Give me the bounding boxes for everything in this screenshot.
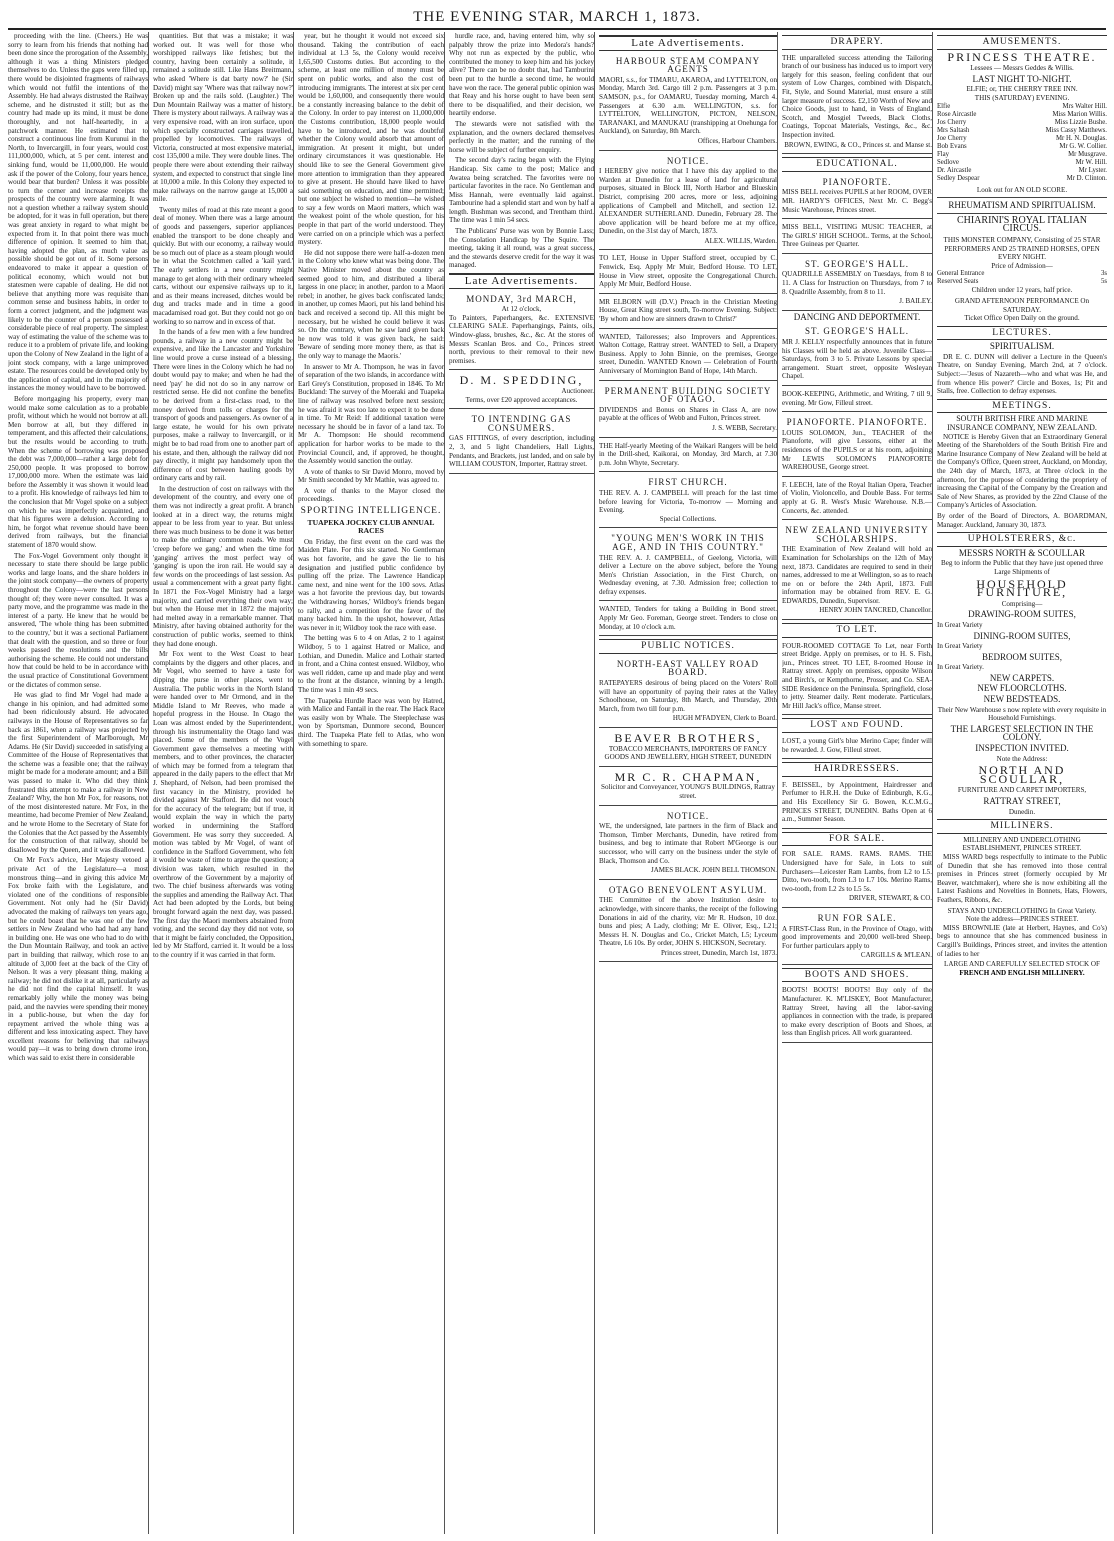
ad-block [782, 640, 932, 716]
ad-signature: Princes street, Dunedin, March 1st, 1873. [660, 948, 777, 957]
ad-title: ST. GEORGE'S HALL. [805, 258, 909, 269]
dunedin-text: Dunedin. [1008, 807, 1036, 816]
cast-row [937, 127, 1107, 135]
ad-body: I HEREBY give notice that I have this day applied to the Warden at Dunedin for a lease of land for agricultural purposes, situated in Block III, North Harbor and Blueskin District, comprising 200 acres, more or less, adjoining applications of Campbell and Mitchell, and section 12. ALEXANDER SUTHERLAND. Dunedin, February 28. The above application will be heard before me at my office, Dunedin, on the 31st day of March, 1873. [599, 167, 777, 236]
article-paragraph: A vote of thanks to Sir David Monro, moved by Mr Smith seconded by Mr Mathie, was agreed to. [298, 467, 444, 485]
article-paragraph: He was glad to find Mr Vogel had made a change in his opinion, and had admitted some had been ridiculously absurd. He advocated railways in the House of Representatives so far back as 1861, when a railway was projected by the first Superintendent of Marlborough, Mr Adams. He (Sir David) succeeded in satisfying a Committee of the House of Representatives that the scheme was a feasible one; that the railway might be made for a moderate amount; and a Bill was passed to make it. Who did they think frustrated this attempt to make a railway in New Zealand? Why, the hon Mr Fox, for reasons, not of the most disinterested nature. Mr Fox, in the meantime, had become Premier of New Zealand, and he wrote Home to the Secretary of State for the Colonies that the Act passed by the Assembly for the construction of that railway, should be disallowed by the Queen, and it was disallowed. [8, 691, 148, 854]
ad-block [599, 383, 777, 438]
ad-body: WE, the undersigned, late partners in the firm of Black and Thomson, Timber Merchants, Dunedin, have retired from business, and beg to intimate that Robert M'George is our successor, who will carry on the business under the style of Black, Thomson and Co. [599, 822, 777, 865]
cast-role: Mrs Saltash [937, 126, 970, 134]
late-advertisements-heading: Late Advertisements. [449, 273, 594, 289]
ward-body: MISS WARD begs respectfully to intimate to the Public of Dunedin that she has removed into those central premises in Princes street (formerly occupied by Mr Beaver, watchmaker), where she is now exhibiting all the Latest Fashions and Novelties in Bonnets, Hats, Flowers, Feathers, Ribbons, &c. [937, 852, 1107, 904]
ad-title: MR C. R. CHAPMAN, [614, 769, 762, 784]
circus-body: THIS MONSTER COMPANY, Consisting of 25 STAR PERFORMERS AND 25 TRAINED HORSES, OPEN EVERY NIGHT. [943, 235, 1101, 262]
ad-title: NORTH-EAST VALLEY ROAD BOARD. [616, 658, 760, 678]
cast-row [937, 167, 1107, 175]
cast-actor: Miss Marion Willis. [1052, 110, 1107, 118]
ad-title: DANCING AND DEPORTMENT. [793, 311, 921, 322]
stays-text: STAYS AND UNDERCLOTHING In Great Variety. [947, 906, 1097, 915]
ad-body: DIVIDENDS and Bonus on Shares in Class A, are now payable at the offices of Webb and Fulton, Princes street. [599, 405, 777, 423]
article-paragraph: The Fox-Vogel Government only thought it necessary to state there should be large public works and large loans, and the share holders in the joint stock company—the owners of property throughout the Colony—were the last persons thought of; they were never consulted. It was a party move, and the programme was made in the interest of a party. He knew that he would be answered, 'The whole thing has been submitted to the country,' but it was a sectional Parliament that dealt with the question, and so three or four weeks passed the resolutions and the bills authorising the scheme. He could not understand how that could be held to be in accordance with the usual practice of Constitutional Government or the dictates of common sense. [8, 551, 148, 689]
ad-body: FOR SALE. RAMS. RAMS. RAMS. THE Undersigned have for Sale, in Lots to suit Purchasers—Leicester Ram Lambs, from L2 to L5. Ditto, two-tooth, from L3 to L7 10s. Merino Rams, two-tooth, from L2 2s to L5 5s. [782, 850, 932, 893]
theatre-evening: THIS (SATURDAY) EVENING. [974, 93, 1070, 102]
ad-block [782, 52, 932, 155]
ad-signature: Special Collections. [659, 514, 717, 523]
ad-signature: DRIVER, STEWART, & CO. [848, 894, 932, 903]
ad-body: F. LEECH, late of the Royal Italian Opera, Teacher of Violin, Violoncello, and Double Bass. For terms apply at G. R. West's Music Warehouse. N.B.—Concerts, &c. attended. [782, 480, 932, 515]
cast-role: Sedlove [937, 158, 959, 166]
ad-block [782, 779, 932, 829]
meetings-heading: MEETINGS. [937, 399, 1107, 414]
variety-text: In Great Variety. [937, 663, 984, 672]
rattray-street: RATTRAY STREET, [983, 796, 1061, 806]
ad-title: ST. GEORGE'S HALL. [805, 326, 909, 337]
cast-actor: Miss Lizzie Bushe. [1054, 118, 1107, 126]
ad-body: MR J. KELLY respectfully announces that in future his Classes will be held as above. Juvenile Class—Saturdays, from 3 to 5. Private Lessons by special arrangement. Stuart street, opposite Wesleyan Chapel. [782, 338, 932, 381]
article-paragraph: The second day's racing began with the Flying Handicap. Six came to the post; Malice and Awatea being scratched. The favorites were no particular favorites in the race. No Gentleman and Miss Hannah, were eventually laid against. Tambourine had a splendid start and won by half a length. Bushman was second, and Trentham third. The time was 1 min 54 secs. [449, 156, 594, 225]
ad-title: "YOUNG MEN'S WORK IN THIS AGE, AND IN THIS COUNTRY." [611, 533, 765, 552]
article-paragraph: Twenty miles of road at this rate meant a good deal of money. When there was a large amount of goods and passengers, superior appliances enabled the transport to be done cheaply and quickly. But with our economy, a railway would be so much out of place as a steam plough would be in what the Scotchmen called a 'kail yard.' The early settlers in a new country might manage to get along with their ordinary wheeled carts, without our expensive railways up to it, and as their means increased, ditches would be dug and tracks made and in time a good macadamised road got. But they could not go on working to so narrow and in excess of that. [153, 205, 293, 326]
article-paragraph: hurdle race, and, having entered him, why so palpably throw the prize into Medora's hands? Why not run as expected by the public, who contributed the money to keep him and his jockey alive? There can be no doubt that, had Tamburini been put to the hurdle a second time, he would have won the race. The general public opinion was that Reay and his horse ought to have been sent there to be disqualified, and their decision, we heartily endorse. [449, 32, 594, 118]
ad-title: PIANOFORTE. [822, 176, 892, 187]
milliners-heading: MILLINERS. [937, 819, 1107, 834]
ad-body: To Painters, Paperhangers, &c. EXTENSIVE CLEARING SALE. Paperhangings, Paints, oils, Window-glass, brushes, &c., &c. At the stores of Messrs Scanlan Bros. and Co., Princes street north, previous to their removal to their new premises. [449, 313, 594, 365]
to-let-heading: TO LET. [782, 623, 932, 638]
ad-body: THE unparalleled success attending the Tailoring branch of our business has induced us to import very largely for this season, feeling confident that our system of Low Charges, combined with Dispatch, Fit, Style, and Sound Material, must ensure a still larger measure of success. £2,150 Worth of New and Choice Goods, just to hand, in Vests of England, Scotch, and Mosgiel Tweeds, Black Cloths, Coatings, Topcoat Materials, Vestings, &c., &c. Inspection invited. [782, 53, 932, 139]
ad-body: MR ELBORN will (D.V.) Preach in the Christian Meeting House, Great King street south, To-morrow Evening. Subject: 'By whom and how are sinners drawn to Christ?' [599, 297, 777, 324]
ad-body: BOOTS! BOOTS! BOOTS! Buy only of the Manufacturer. K. M'LISKEY, Boot Manufacturer, Rattray Street, having all the labor-saving appliances in connection with the trade, is prepared to make every description of Boots and Shoes, at less than English prices. All work guaranteed. [782, 986, 932, 1038]
ad-block [599, 53, 777, 151]
masthead [8, 6, 1106, 30]
cast-role: Dr. Aircastle [937, 166, 972, 174]
cast-role: Elfie [937, 102, 951, 110]
column-3 [298, 32, 445, 1534]
drapery-heading: DRAPERY. [782, 35, 932, 50]
sporting-heading: SPORTING INTELLIGENCE. [300, 506, 442, 517]
cast-row [937, 103, 1107, 111]
cast-row [937, 135, 1107, 143]
ad-body: MISS BELL receives PUPILS at her ROOM, OVER MR. HARDY'S OFFICES, Next Mr. C. Begg's Music Warehouse, Princes street. [782, 188, 932, 214]
column-1 [8, 32, 149, 1534]
cast-actor: Miss Cassy Matthews. [1045, 126, 1107, 134]
late-advertisements-heading: Late Advertisements. [599, 35, 777, 51]
ad-body: THE Committee of the above Institution desire to acknowledge, with sincere thanks, the receipt of the following Donations in aid of the charity, viz: Mr R. Hudson, 10 doz. buns and pies; A Lady, clothing; Mr E. Oliver, Esq., L21; Messrs H. N. Douglas and Co., Cricket Match, L5; Lyceum Theatre, L6 10s. By order, JOHN S. HICKSON, Secretary. [599, 896, 777, 948]
theatre-last-night: LAST NIGHT TO-NIGHT. [972, 73, 1072, 84]
ad-block [782, 414, 932, 477]
cast-actor: Mr W. Hill. [1075, 158, 1107, 166]
admission-price: 5s [1100, 278, 1107, 286]
article-paragraph: quantities. But that was a mistake; it was worked out. It was well for those who worshipped railways like fetishes; but the country, having been certainly a solitude, it remained a solitude still. Like Hans Breitmann, who asked 'Where is dat barty now?' he (Sir David) might say 'Where was that railway now?' Broken up and the rails sold. (Laughter.) The Dun Mountain Railway was a matter of history. There is mystery about railways. A railway was a very expensive road, with an iron surface, upon which specially constructed carriages travelled, propelled by locomotives. The railways of Victoria, constructed at most expensive material, cost 135,000 a mile. They were double lines. The people there were about extending their railway system, and expected to construct that single line at 10,000 a mile. In this Colony they expected to make railways on the narrow gauge at 15,000 a mile. [153, 32, 293, 204]
ad-body: FOUR-ROOMED COTTAGE To Let, near Forth street Bridge. Apply on premises, or to H. S. Fish, jun., Princes street. TO LET, 8-roomed House in Rattray street. Apply on premises, opposite Wilson and Birch's, or Kempthorne, Prosser, and Co. SEA-SIDE Residence on the Peninsula. Springfield, close to jetty. Steamer daily. Rent moderate. Particulars, Mr Hill Jack's office, Manse street. [782, 641, 932, 710]
sporting-paragraph: The Tuapeka Hurdle Race was won by Hatred, with Malice and Fantail in the rear. The Hack Race was easily won by Whale. The Steeplechase was won by Sportsman, Dunmore second, Bouncer third. The Tuapeka Plate fell to Atlas, who won with something to spare. [298, 696, 444, 748]
admission-row [937, 278, 1107, 286]
ad-body: THE Examination of New Zealand will hold an Examination for Scholarships on the 12th of May next, 1873. Candidates are required to send in their names, addressed to me at Wellington, so as to reach me on or before the 24th April, 1873. Full information may be obtained from REV. E. G. EDWARDS, Dunedin, Supervisor. [782, 545, 932, 605]
cast-actor: Mr D. Clinton. [1066, 174, 1107, 182]
ad-body: A FIRST-Class Run, in the Province of Otago, with good improvements and 20,000 well-bred Sheep. For further particulars apply to [782, 924, 932, 950]
inspection-invited: INSPECTION INVITED. [975, 743, 1069, 754]
drawing-room: DRAWING-ROOM SUITES, [968, 609, 1076, 620]
ad-subtitle: Auctioneer. [561, 386, 594, 395]
ad-title: TO INTENDING GAS CONSUMERS. [471, 414, 572, 433]
north-scoullar-name: MESSRS NORTH & SCOULLAR [958, 547, 1086, 558]
ad-block [599, 331, 777, 381]
cast-row [937, 175, 1107, 183]
admission-list [937, 270, 1107, 286]
ad-body: GAS FITTINGS, of every description, including 2, 3, and 5 light Chandeliers, Hall Lights, Pendants, and Brackets, just landed, and on sale by WILLIAM COUSTON, Importer, Rattray street. [449, 434, 594, 469]
column-5 [599, 32, 778, 1534]
column-6 [782, 32, 933, 1534]
ad-signature: HUGH M'FADYEN, Clerk to Board. [672, 714, 777, 723]
admission-label: Reserved Seats [937, 278, 979, 286]
article-paragraph: He did not suppose there were half-a-dozen men in the Colony who knew what was being done. The Native Minister moved about the country as seemed good to him, and distributed a liberal largess in one place; in another, pardon to a Maori rebel; in another, he gives back confiscated lands; in another, up comes Maori, put his land behind his back and received a second tip. All this might be necessary, but he wished he could believe it was so. On the contrary, when he saw land given back he now was told it was given back, he said: 'Beware of sending more money there, as that is the only way to manage the Maoris.' [298, 248, 444, 360]
ad-body: LOUIS SOLOMON, Jun., TEACHER of the Pianoforte, will give Lessons, either at the residences of the PUPILS or at his room, adjoining Mr LEWIS SOLOMON'S PIANOFORTE WAREHOUSE, George street. [782, 428, 932, 472]
cast-row [937, 159, 1107, 167]
admission-price: 3s [1100, 270, 1107, 278]
for-sale-heading: FOR SALE. [782, 832, 932, 847]
ad-block [599, 296, 777, 329]
ad-subtitle: At 12 o'clock, [501, 305, 542, 314]
article-paragraph: In the destruction of cost on railways with the development of the country, and every one of them was not indirectly a great profit. A branch looked at in a direct way, the returns might appear to be less from year to year. But unless there was much business to be done it was better to make the ordinary common roads. We must 'creep before we gang,' and when the time for 'ganging' arrives the most perfect way of 'ganging' is upon the iron rail. He would say a few words on the proceedings of last session. As usual a commencement with a great party fight. In 1871 the Fox-Vogel Ministry had a large majority, and carried everything their own way; but when the House met in 1872 the majority had melted away in a remarkable manner. That Ministry, after having obtained authority for the construction of public works, seemed to think they had done enough. [153, 484, 293, 648]
grand-performance: GRAND AFTERNOON PERFORMANCE On SATURDAY. [954, 296, 1090, 314]
admission-heading: Price of Admission— [991, 261, 1053, 270]
ad-block [599, 769, 777, 806]
ad-body: WANTED, Tenders for taking a Building in Bond street. Apply Mr Geo. Foreman, George street. Tenders to close on Monday, at 10 o'clock a.m. [599, 605, 777, 631]
sporting-subheading: TUAPEKA JOCKEY CLUB ANNUAL RACES [307, 517, 435, 536]
meeting-body: NOTICE is Hereby Given that an Extraordinary General Meeting of the Shareholders of the South British Fire and Marine Insurance Company of New Zealand will be held at the Company's Office, Queen street, Auckland, on Monday, the 24th day of March, 1873, at Three o'clock in the afternoon, for the purpose of considering the propriety of increasing the Capital of the Company by the Creation and Sale of New Shares, as provided by the 22nd Clause of the Company's Articles of Association. [937, 432, 1107, 510]
public-notices-heading: PUBLIC NOTICES. [599, 639, 777, 654]
gas-ad [449, 411, 594, 474]
ad-block [782, 174, 932, 219]
masthead-title: THE EVENING STAR, MARCH 1, 1873. [413, 9, 701, 25]
ad-signature: BROWN, EWING, & CO., Princes st. and Manse st. [784, 140, 932, 149]
sporting-paragraph: The betting was 6 to 4 on Atlas, 2 to 1 against Wildboy, 5 to 1 against Hatred or Malice, and Lothian, and Dunedin. Malice and Lothair started in front, and a China contest ensued. Wildboy, who was well ridden, came up and made play and went to the front at the distance, winning by a length. The time was 1 min 49 secs. [298, 634, 444, 694]
ad-body: LOST, a young Girl's blue Merino Cape; finder will be rewarded. J. Gow, Filleul street. [782, 737, 932, 754]
ad-block [782, 388, 932, 412]
column-7 [937, 32, 1107, 1534]
ad-block [599, 474, 777, 528]
cast-row [937, 119, 1107, 127]
ad-block [782, 323, 932, 386]
cast-list [937, 103, 1107, 183]
ad-body: THE REV. A. J. CAMPBELL, of Geelong, Victoria, will deliver a Lecture on the above subject, before the Young Men's Christian Association, in the First Church, on Wednesday evening, at 7.30. Admission free; collection to defray expenses. [599, 553, 777, 596]
article-paragraph: proceeding with the line. (Cheers.) He was sorry to learn from his friends that nothing had been done since the prorogation of the Assembly, although it was a thing Ministers pledged themselves to do. Unless the gaps were filled up, there would be disjointed fragments of railways which would not fulfil the intentions of the Assembly. He had always distrusted the Railway scheme, and he distrusted it still; but as the country had made up its mind, it must be done thoroughly, and not half-heartedly, in a patchwork manner. He estimated that to construct a continuous line from Kurunui in the North, to Invercargill, in four years, would cost 111,000,000, which, at 5 per cent. interest and sinking fund, would be 11,000,000. He would ask if the power of the Colony, four years hence, would bear that burden? Unless it was possible to turn the corner and increase receipts the prospects of the country were alarming. It was not a question whether a railway system should be adopted, for it was in full operation, but there was great anxiety in regard to what might be expected from it. In that point there was much difference of opinion. It seemed to him that, having adopted the plan, as much value as possible should be got out of it. Some persons endeavored to make it appear a question of political economy, which would not but statesmen were capable of dealing. He did not believe that anything more was requisite than common sense and business habits, in order to form a correct judgment, and the judgment was likely to be the counter of a person possessed a considerable piece of real property. The simplest way of estimating the value of the scheme was to reduce it to a problem of private life, and looking upon the Colony of New Zealand in the light of a joint stock company, with a large unimproved estate. The resources could be developed only by the application of capital, and in the majority of instances the money would have to be borrowed. [8, 32, 148, 393]
ad-title: PERMANENT BUILDING SOCIETY OF OTAGO. [604, 385, 772, 405]
ad-body: TO LET, House in Upper Stafford street, occupied by C. Fenwick, Esq. Apply Mr Muir, Bedford House. TO LET, House in View street, opposite the Congregational Church. Apply Mr Muir, Bedford House. [599, 254, 777, 289]
ad-body: THE Half-yearly Meeting of the Waikari Rangers will be held in the Drill-shed, Kaikorai, on Monday, 3rd March, at 7.30 p.m. John Whyte, Secretary. [599, 441, 777, 467]
ad-body: THE REV. A. J. CAMPBELL will preach for the last time before leaving for Victoria, To-morrow — Morning and Evening. [599, 488, 777, 515]
article-paragraph: In answer to Mr A. Thompson, he was in favor of separation of the two islands, in accordance with Earl Grey's Constitution, proposed in 1846. To Mr Buckland: The survey of the Moeraki and Tuapeka line of railway was resolved before next session; he was afraid it was too late to expect it to be done in time. To Mr Reid: If additional taxation were necessary he should be in favor of a land tax. To Mr A. Thompson: He should recommend application for harbor works to be made to the Provincial Council, and, if approved, he thought, the Assembly would sanction the outlay. [298, 362, 444, 466]
ad-block [782, 848, 932, 908]
meeting-signature: By order of the Board of Directors, A. BOARDMAN, Manager. Auckland, January 30, 1873. [937, 511, 1107, 529]
children-text: Children under 12 years, half price. [971, 286, 1073, 295]
ad-title: BEAVER BROTHERS, [614, 731, 762, 745]
theatre-title: PRINCESS THEATRE. [947, 49, 1097, 64]
ad-body: TOBACCO MERCHANTS, IMPORTERS OF FANCY GOODS AND JEWELLERY, HIGH STREET, DUNEDIN [604, 744, 772, 762]
ad-signature: Offices, Harbour Chambers. [697, 136, 777, 145]
dining-room: DINING-ROOM SUITES, [973, 630, 1071, 641]
address-text: Note the address—PRINCES STREET. [965, 915, 1079, 924]
ad-block [782, 735, 932, 759]
spiritualism-title: SPIRITUALISM. [989, 341, 1055, 352]
lecture-body: DR E. C. DUNN will deliver a Lecture in the Queen's Theatre, on Sunday Evening, March 2nd, at 7 o'clock. Subject:—'Jesus of Nazareth—who and what was He, and from whence His power?' Circle and Boxes, 1s; Pit and Stalls, free. Collection to defray expenses. [937, 352, 1107, 396]
article-paragraph: Mr Fox went to the West Coast to hear complaints by the diggers and other places, and Mr Vogel, who seemed to have a taste for dipping the purse in other places, went to Australia. The public works in the North Island were handed over to Mr Ormond, and in the Middle Island to Mr Reeves, who made a hopeful progress in the House. In Otago the Loan was almost ended by the Superintendent, through his instrumentality the Otago land was placed. Some of the members of the Vogel Government gave themselves a meeting with members, and to other provinces, the character of which may be formed from a telegram that appeared in the daily papers to the effect that Mr J. Shephard, of Nelson, had been promised the first vacancy in the Ministry, provided he divided against Mr Stafford. He did not vouch for the accuracy of the telegram; but if true, it would explain the way in which the party worked in undermining the Stafford Government. He was sorry they succeeded. A motion was tabled by Mr Vogel, of want of confidence in the Stafford Government, who felt it would be waste of time to argue the question; a division was taken, which resulted in the overthrow of the Government by a majority of two. The chief business afterwards was voting the supplies and amending the Railway Act. That Act had been adopted by the Lords, but being brought forward again the next day, was passed. The first day the Maori members abstained from voting, and the second day they did not vote, so that it might be fairly concluded, the Opposition, led by Mr Stafford, carried it. It would be a loss to the country if it was carried in that form. [153, 650, 293, 959]
article-paragraph: The stewards were not satisfied with the explanation, and the owners declared themselves perfectly in the matter; and the running of the horse will be subject of further enquiry. [449, 119, 594, 154]
ad-block [599, 440, 777, 473]
lookout-text: Look out for AN OLD SCORE. [976, 185, 1068, 194]
auction-ad [449, 291, 594, 371]
cast-actor: Mr H. N. Douglas. [1056, 134, 1107, 142]
circus-title: CHIARINI'S ROYAL ITALIAN CIRCUS. [956, 214, 1088, 235]
amusements-heading: AMUSEMENTS. [937, 35, 1107, 50]
ticket-office: Ticket Office Open Daily on the ground. [964, 314, 1080, 323]
large-stock: LARGE AND CAREFULLY SELECTED STOCK OF [944, 960, 1100, 969]
bedroom: BEDROOM SUITES, [981, 651, 1062, 662]
ad-block [782, 256, 932, 311]
ad-title: NEW ZEALAND UNIVERSITY SCHOLARSHIPS. [785, 525, 929, 544]
cast-role: Rose Aircastle [937, 110, 977, 118]
article-paragraph: Before mortgaging his property, every man would make some calculation as to a probable profit, without which he would not borrow at all. Men borrow at all, but they differed in temperament, and this affected their calculations, but the results would be according to truth. When the scheme of borrowing was proposed the debt was 7,000,000—rather a large debt for 250,000 people. It was proposed to borrow 17,000,000 more. When the estimate was laid before the Assembly it was shown it would lead to a profit. His knowledge of railways led him to the conclusion that Mr Vogel spoke on a subject on which he was imperfectly acquainted, and that his figures were a delusion. According to him, he forgot what revenue should have been derived from railways, but the financial statement of 1870 would show. [8, 394, 148, 550]
ad-block [599, 656, 777, 728]
rheumatism-text: RHEUMATISM AND SPIRITUALISM. [948, 200, 1096, 211]
ad-body: QUADRILLE ASSEMBLY on Tuesdays, from 8 to 11. A Class for Instruction on Thursdays, from 7 to 8. Quadrille Assembly, from 8 to 11. [782, 270, 932, 296]
ad-signature: CARGILLS & M'LEAN. [860, 951, 932, 960]
ad-block [599, 153, 777, 251]
cast-row [937, 151, 1107, 159]
ad-title: HARBOUR STEAM COMPANY AGENTS [615, 55, 761, 75]
theatre-lessees: Lessees — Messrs Geddes & Willis. [970, 64, 1074, 73]
ad-block [782, 984, 932, 1043]
ad-title: PIANOFORTE. PIANOFORTE. [786, 417, 928, 428]
ad-block [782, 910, 932, 965]
boots-shoes-heading: BOOTS AND SHOES. [782, 968, 932, 983]
article-paragraph: A vote of thanks to the Mayor closed the proceedings. [298, 486, 444, 504]
ad-body: BOOK-KEEPING, Arithmetic, and Writing, 7 till 9, evening. Mr Gow, Filleul street. [782, 390, 932, 407]
variety-text: In Great Variety [937, 642, 983, 651]
new-bedsteads: NEW BEDSTEADS. [983, 694, 1061, 705]
auctioneer-ad [449, 372, 594, 409]
north-scoullar-big: NORTH AND SCOULLAR, [978, 763, 1066, 786]
french-millinery: FRENCH AND ENGLISH MILLINERY. [959, 968, 1085, 977]
ad-body: RATEPAYERS desirous of being placed on the Voters' Roll will have an opportunity of paying their rates at the Valley Schoolhouse, on Saturday, 8th March, and Thursday, 20th March, from two till four p.m. [599, 679, 777, 713]
ad-signature: J. BAILEY. [899, 297, 932, 306]
ad-signature: ALEX. WILLIS, Warden. [704, 236, 777, 245]
article-paragraph: year, but he thought it would not exceed six thousand. Taking the contribution of each individual at 1.3 5s, the Colony would receive 1,65,500 Customs duties. But according to the scheme, at least one million of money must be spent on public works, and also the cost of introducing immigrants. The interest at six per cent would be 1,60,000, and consequently there would be a constantly increasing balance to the debit of the Colony. In order to pay interest on 11,000,000 the Customs contribution, 18,000 people would have to be introduced, and he was doubtful whether the Colony would absorb that amount of immigration. At present it might, but under ordinary circumstances it was questionable. He should like to see the General Government give more attention to immigration than they appeared to give at present. He should have liked to have said something on education, and time permitted; but one subject he wished to mention—he wished to say a few words on Maori matters, which was the weakest point of the whole question, for his people in that part of the world understood. They were carried on on a principle which was a perfect mystery. [298, 32, 444, 247]
ad-block [782, 221, 932, 254]
ad-block [782, 522, 932, 620]
ad-title: FIRST CHURCH. [648, 477, 728, 488]
cast-actor: Mr Musgrave. [1068, 150, 1107, 158]
article-paragraph: On Mr Fox's advice, Her Majesty vetoed a private Act of the Legislature—a most monstrous thing—and in giving this advice Mr Fox broke faith with the Legislature, and violated one of the conditions of responsible Government. Not only had he (Sir David) advocated the making of railways ten years ago, but he could boast that he was one of the few settlers in New Zealand who had had any hand in building one. He was one who had to do with the Dun Mountain Railway, and took an active part in building that railway, which rose to an altitude of 3,000 feet at the back of the City of Nelson. It was a very pleasant thing, making a railway; he did not dislike it at all, particularly as he did not find the capital himself. It was remarkably jolly while the money was being paid, and the navvies were spending their money in a public-house, but when the day for repayment arrived the whole thing was a different and less intoxicating aspect. They have excellent reasons for believing that railways would pay—it was to bring down chrome iron, which was said to exist there in considerable [8, 856, 148, 1063]
ad-body: F. BEISSEL, by Appointment, Hairdresser and Perfumer to H.R.H. the Duke of Edinburgh, K.G., and His Excellency Sir G. Bowen, K.C.M.G., PRINCES STREET, DUNEDIN. Baths Open at 6 a.m., Summer Season. [782, 780, 932, 824]
admission-label: General Entrance [937, 270, 985, 278]
ad-title: MONDAY, 3rd MARCH, [466, 293, 577, 304]
new-floorcloths: NEW FLOORCLOTHS. [977, 683, 1067, 694]
ad-body: Terms, over £20 approved acceptances. [465, 395, 578, 404]
ad-body: Solicitor and Conveyancer, YOUNG'S BUILDINGS, Rattray street. [601, 783, 775, 800]
article-paragraph: In the hands of a few men with a few hundred pounds, a railway in a new country might be expensive, and like the Lancaster and Yorkshire line would prove a curse instead of a blessing. There were lines in the Colony which he had no doubt would pay to make; and when he had the need 'pay' he did not do so in any narrow or restricted sense. He did not confine the benefits to be derived from a first-class road, to the money derived from tolls or charges for the transport of goods and passengers. As owner of a large estate, he would for his own private purposes, make a railway to Invercargill, or it might be to bad road from one to another part of his estate, and then, although the railway did not pay directly, it might pay handsomely upon the difference of cost between hauling goods by ordinary carts and by rail. [153, 328, 293, 483]
cast-actor: Mr Lyster. [1078, 166, 1107, 174]
warehouse-text: Their New Warehouse s now replete with every requisite in Household Furnishings. [937, 705, 1107, 723]
ad-title: OTAGO BENEVOLENT ASYLUM. [608, 884, 768, 895]
ad-block [599, 808, 777, 880]
ad-title: D. M. SPEDDING, [459, 373, 584, 388]
cast-actor: Mrs Walter Hill. [1062, 102, 1107, 110]
ad-signature: JAMES BLACK. JOHN BELL THOMSON. [650, 866, 777, 875]
ad-signature: J. S. WEBB, Secretary. [712, 423, 777, 432]
ad-block [599, 730, 777, 767]
column-2 [153, 32, 294, 1534]
brownlie-body: MISS BROWNLIE (late at Herbert, Haynes, and Co's) begs to announce that she has commenced business in Cargill's Buildings, Princes street, and invites the attention of ladies to her [937, 923, 1107, 958]
ad-body: WANTED, Tailoresses; also Improvers and Apprentices. Walton Cottage, Rattray street. WANTED to Sell, a Drapery Business. Apply to John Binnie, on the premises, George street, Dunedin. WANTED Known — Celebration of Fourth Anniversary of Mornington Band of Hope, 14th March. [599, 332, 777, 375]
admission-row [937, 270, 1107, 278]
cast-row [937, 143, 1107, 151]
ad-block [782, 479, 932, 520]
furniture-importers: FURNITURE AND CARPET IMPORTERS, [957, 786, 1087, 795]
cast-row [937, 111, 1107, 119]
ad-body: MISS BELL, VISITING MUSIC TEACHER, at The GIRLS' HIGH SCHOOL. Terms, at the School, Three Guineas per Quarter. [782, 223, 932, 249]
ad-signature: HENRY JOHN TANCRED, Chancellor. [819, 606, 932, 615]
ad-block [599, 603, 777, 636]
ad-title: RUN FOR SALE. [817, 912, 897, 923]
largest-selection: THE LARGEST SELECTION IN THE COLONY. [950, 723, 1094, 743]
upholsterers-heading: UPHOLSTERERS, &c. [937, 532, 1107, 547]
ad-body: MAORI, s.s., for TIMARU, AKAROA, and LYTTELTON, on Monday, March 3rd. Cargo till 2 p.m. Passengers at 3 p.m. SAMSON, p.s., for OAMARU, Tuesday morning, March 4. Passengers at 6.30 a.m. WELLINGTON, s.s. for LYTTELTON, WELLINGTON, PICTON, NELSON, TARANAKI, and MANUKAU (transhipping at Onehunga for Auckland), on Saturday, 8th March. [599, 75, 777, 136]
ad-title: NOTICE. [666, 155, 710, 166]
cast-role: Flay [937, 150, 950, 158]
new-carpets: NEW CARPETS. [989, 672, 1055, 683]
comprising-text: Comprising— [1001, 599, 1043, 608]
variety-text: In Great Variety [937, 620, 983, 629]
hairdressers-heading: HAIRDRESSERS. [782, 762, 932, 777]
note-address: Note the Address: [996, 754, 1048, 763]
ad-block [599, 252, 777, 293]
cast-role: Sedley Despear [937, 174, 980, 182]
cast-actor: Mr G. W. Collier. [1059, 142, 1107, 150]
millinery-title: MILLINERY AND UNDERCLOTHING ESTABLISHMENT, PRINCES STREET. [962, 835, 1082, 853]
meeting-title: SOUTH BRITISH FIRE AND MARINE INSURANCE COMPANY, NEW ZEALAND. [947, 414, 1097, 433]
cast-role: Bob Evans [937, 142, 967, 150]
lost-found-heading: LOST and FOUND. [782, 718, 932, 733]
ad-title: NOTICE. [666, 810, 710, 821]
beg-text: Beg to inform the Public that they have just opened three Large Shipments of [941, 559, 1103, 576]
educational-heading: EDUCATIONAL. [782, 157, 932, 172]
household-furniture: HOUSEHOLD FURNITURE, [976, 576, 1068, 600]
lectures-heading: LECTURES. [937, 326, 1107, 341]
theatre-play: ELFIE; or, THE CHERRY TREE INN. [966, 85, 1078, 94]
article-paragraph: The Publicans' Purse was won by Bonnie Lass; the Consolation Handicap by The Squire. The meeting, taking it all round, was a great success, and the stewards deserve credit for the way it was managed. [449, 227, 594, 270]
cast-role: Joe Cherry [937, 134, 967, 142]
ad-block [599, 530, 777, 601]
sporting-paragraph: On Friday, the first event on the card was the Maiden Plate. For this six started. No Gentleman was hot favorite, and he gave the lie to his designation and justified public confidence by pulling off the prize. The Lawrence Handicap came next, and nine went for the 100 sovs. Atlas was a hot favorite the previous day, but towards the 'withdrawing horses,' Wildboy's friends began to rally, and a competition for the favor of the many backed him. In the upshot, however, Atlas was never in it; Wildboy took the race with ease. [298, 537, 444, 632]
ad-block [599, 882, 777, 963]
column-4 [449, 32, 595, 1534]
cast-role: Jos Cherry [937, 118, 967, 126]
